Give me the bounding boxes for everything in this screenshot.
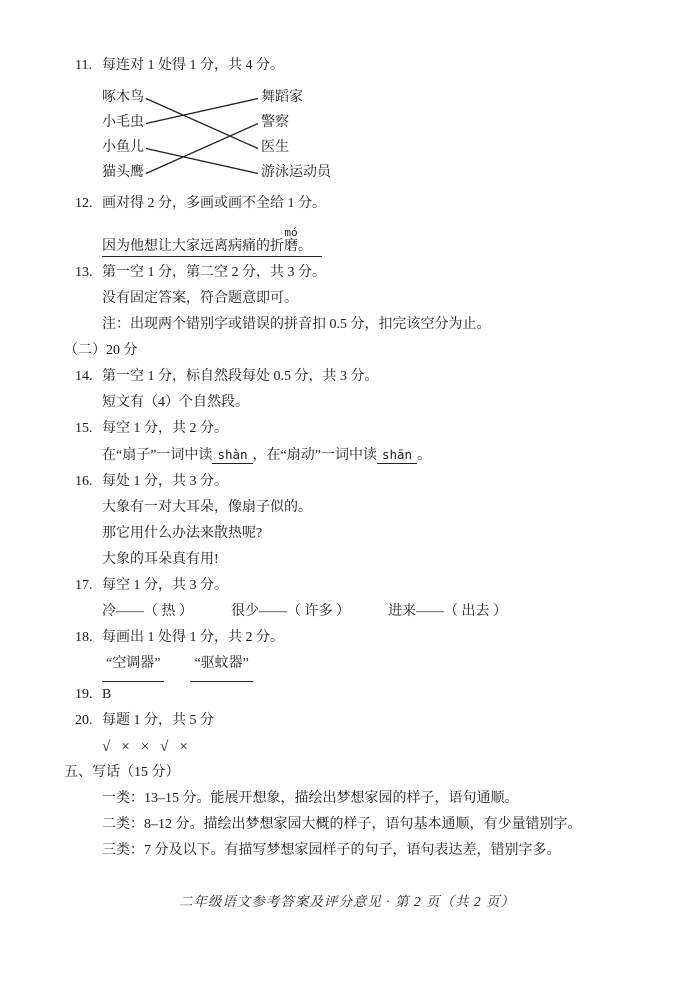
match-left-item: 小毛虫 [102, 115, 144, 130]
item12-answer: 因为他想让大家远离病痛的折磨mó。 [102, 227, 650, 260]
item16-line: 大象的耳朵真有用! [102, 552, 219, 567]
item-20 [64, 708, 650, 760]
item18-answers [102, 651, 650, 682]
answer-key-content [64, 53, 650, 864]
antonym-pair: 冷——（ 热 ） [102, 604, 193, 619]
match-right-column [261, 85, 331, 185]
rubric-class-1: 一类：13–15 分。能展开想象，描绘出梦想家园的样子，语句通顺。 [102, 791, 519, 806]
item-number: 17. [75, 578, 93, 593]
page-footer: 二年级语文参考答案及评分意见 · 第 2 页（共 2 页） [178, 894, 516, 909]
item17-answers [102, 599, 650, 625]
judgement-mark: √ [160, 739, 169, 755]
fill-blank: shān [377, 447, 417, 464]
item11-rule: 每连对 1 处得 1 分，共 4 分。 [102, 58, 284, 73]
item16-line: 大象有一对大耳朵，像扇子似的。 [102, 500, 312, 515]
match-left-item: 啄木鸟 [102, 90, 144, 105]
match-right-item: 舞蹈家 [261, 90, 303, 105]
item-number: 20. [75, 713, 93, 728]
rubric-class-2: 二类：8–12 分。描绘出梦想家园大概的样子，语句基本通顺，有少量错别字。 [102, 817, 582, 832]
rubric-class-3: 三类：7 分及以下。有描写梦想家园样子的句子，语句表达差，错别字多。 [102, 843, 561, 858]
item-18 [64, 625, 650, 682]
judgement-mark: × [121, 739, 130, 755]
item14-answer: 短文有（4）个自然段。 [102, 395, 249, 410]
section-5-header: 五、写话（15 分） [64, 765, 180, 780]
match-left-item: 猫头鹰 [102, 165, 144, 180]
antonym-pair: 进来——（ 出去 ） [388, 604, 507, 619]
section-2-header: （二）20 分 [64, 343, 138, 358]
matching-diagram [102, 85, 462, 191]
fill-blank: shàn [212, 447, 252, 464]
match-left-item: 小鱼儿 [102, 140, 144, 155]
item-19 [64, 682, 650, 708]
item12-rule: 画对得 2 分，多画或画不全给 1 分。 [102, 196, 326, 211]
item15-rule: 每空 1 分，共 2 分。 [102, 421, 228, 436]
item-11 [64, 53, 650, 191]
match-right-item: 警察 [261, 115, 289, 130]
pinyin-annotation: 磨mó [284, 226, 298, 254]
item13-note: 注：出现两个错别字或错误的拼音扣 0.5 分，扣完该空分为止。 [102, 317, 491, 332]
item-12 [64, 191, 650, 260]
writing-rubric [64, 786, 650, 864]
item-number: 18. [75, 630, 93, 645]
antonym-pair: 很少——（ 许多 ） [231, 604, 350, 619]
item-17 [64, 573, 650, 625]
item20-rule: 每题 1 分，共 5 分 [102, 713, 214, 728]
match-left-column [102, 85, 144, 185]
item15-answer: 在“扇子”一词中读 shàn ，在“扇动”一词中读 shān 。 [102, 447, 432, 463]
item17-rule: 每空 1 分，共 3 分。 [102, 578, 228, 593]
item-number: 13. [75, 265, 93, 280]
item16-rule: 每处 1 分，共 3 分。 [102, 474, 228, 489]
item12-answer-text: 因为他想让大家远离病痛的折 [102, 239, 284, 254]
item-number: 15. [75, 421, 93, 436]
item13-rule: 第一空 1 分，第二空 2 分，共 3 分。 [102, 265, 326, 280]
item16-line: 那它用什么办法来散热呢? [102, 526, 263, 541]
judgement-mark: √ [102, 739, 111, 755]
match-right-item: 医生 [261, 140, 289, 155]
item19-answer: B [102, 687, 112, 702]
item-16 [64, 469, 650, 573]
item-number: 14. [75, 369, 93, 384]
item13-line2: 没有固定答案，符合题意即可。 [102, 291, 298, 306]
item-14 [64, 364, 650, 416]
item18-rule: 每画出 1 处得 1 分，共 2 分。 [102, 630, 284, 645]
item-number: 12. [75, 196, 93, 211]
item-number: 19. [75, 687, 93, 702]
item-13 [64, 260, 650, 338]
item-15 [64, 416, 650, 469]
judgement-mark: × [140, 739, 150, 755]
judgement-mark: × [179, 739, 188, 755]
item-number: 11. [75, 58, 92, 73]
underlined-term: “空调器” [102, 651, 164, 682]
item-number: 16. [75, 474, 93, 489]
item14-rule: 第一空 1 分，标自然段每处 0.5 分，共 3 分。 [102, 369, 379, 384]
item20-marks [102, 734, 650, 760]
underlined-term: “驱蚊器” [190, 651, 252, 682]
match-right-item: 游泳运动员 [261, 165, 331, 180]
